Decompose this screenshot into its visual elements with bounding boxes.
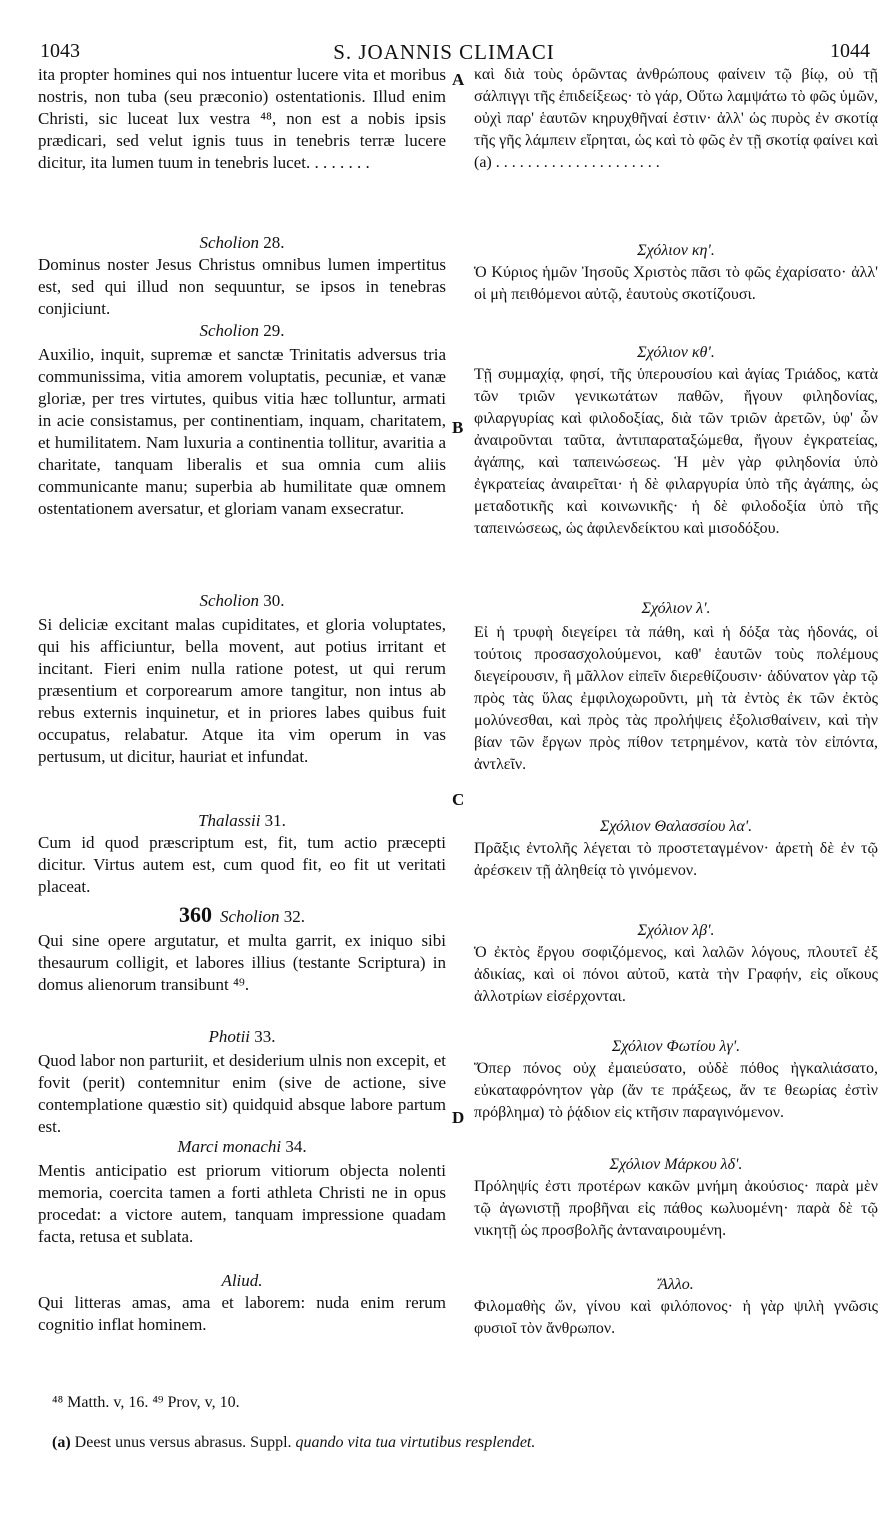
greek-scholion-29-heading: Σχόλιον κθ'.	[637, 344, 715, 361]
margin-letter-b: B	[452, 418, 464, 437]
greek-scholion-29-text: Τῇ συμμαχίᾳ, φησί, τῆς ὑπερουσίου καὶ ἁγίας Τριάδος, κατὰ τῶν τριῶν γενικωτάτων παθῶν, ἤγουν φιληδονίας, φιλαργυρίας καὶ φιλοδοξίας, διὰ τῶν τριῶν ἀρετῶν, ὑφ' ὧν ἀναιροῦνται ταῦτα, ἀντιπαραταξώμεθα, ἤγουν ἐγκρατείας, ἀγάπης, καὶ ταπεινώσεως. Ἡ μὲν γὰρ φιληδονία ὑπὸ ἐγκρατείας ἀναιρεῖται· ἡ δὲ φιλαργυρία ὑπὸ τῆς ἀγάπης, ὡς μεταδοτικῆς καὶ κοινωνικῆς· ἡ δὲ φιλοδοξία ὑπὸ τῆς ταπεινώσεως, ὡς ἀφιλενδείκτου καὶ μισοδόξου.	[474, 366, 878, 537]
greek-aliud-text: Φιλομαθὴς ὤν, γίνου καὶ φιλόπονος· ἡ γὰρ ψιλὴ γνῶσις φυσιοῖ τὸν ἄνθρωπον.	[474, 1298, 878, 1337]
latin-thalassii-31-text: Cum id quod præscriptum est, fit, tum actio præcepti dicitur. Virtus autem est, cum quod fit, eo fit ut veritati placeat.	[38, 833, 446, 896]
scripture-references: ⁴⁸ Matth. v, 16. ⁴⁹ Prov, v, 10.	[52, 1394, 240, 1411]
greek-scholion-32-text: Ὁ ἐκτὸς ἔργου σοφιζόμενος, καὶ λαλῶν λόγους, πλουτεῖ ἐξ ἀδικίας, καὶ οἱ πόνοι αὐτοῦ, κατὰ τὴν Γραφήν, εἰς οἴκους ἀλλοτρίων εἰσέρχονται.	[474, 944, 878, 1005]
margin-letter-a: A	[452, 70, 465, 89]
latin-photii-33-heading: Photii 33.	[208, 1027, 276, 1046]
margin-letter-c: C	[452, 790, 465, 809]
greek-scholion-32-heading: Σχόλιον λβ'.	[637, 922, 715, 939]
latin-scholion-29-text: Auxilio, inquit, supremæ et sanctæ Trinitatis adversus tria communissima, vitia amorem voluptatis, pecuniæ, et vanæ gloriæ, per tres virtutes, quibus vitia hæc tolluntur, armati in acie consistamus, per continentiam, inquam, charitatem, et humilitatem. Nam luxuria a continentia tollitur, avaritia a charitate, tanquam liberalis et sua omnia cum aliis communicante manu; superbia ab humilitate quæ omnem ostentationem aversatur, et gloriam vanam exsecratur.	[38, 345, 446, 518]
latin-marci-34-text: Mentis anticipatio est priorum vitiorum objecta nolenti memoria, coercita tamen a forti athleta Christi ne in opus procedat: a victore autem, tanquam impressione quadam facta, retusa et sublata.	[38, 1161, 446, 1246]
latin-scholion-32-heading: 360 Scholion 32.	[179, 902, 305, 927]
greek-scholion-30-text: Εἰ ἡ τρυφὴ διεγείρει τὰ πάθη, καὶ ἡ δόξα τὰς ἡδονάς, οἱ τούτοις προσασχολούμενοι, καθ' ἑαυτῶν τοὺς πολέμους διεγείρουσιν, ἢ μᾶλλον εἰπεῖν διερεθίζουσιν· ἀδύνατον γὰρ τῷ πρὸς τὰς ὕλας ἐμφιλοχωροῦντι, μὴ τὰ ἐντὸς ἐκ τῶν ἐκτὸς μολύνεσθαι, καὶ πρὸς τὰς προλήψεις ἐξολισθαίνειν, καὶ τὴν βίαν τῶν ἔργων πρὸς πίθον τετρημένον, κατὰ τὸν εἰπόντα, ἀντλεῖν.	[474, 624, 878, 773]
latin-scholion-28-text: Dominus noster Jesus Christus omnibus lumen impertitus est, sed qui illud non sequuntur, se ipsos in tenebras conjiciunt.	[38, 255, 446, 318]
greek-marci-34-heading: Σχόλιον Μάρκου λδ'.	[609, 1156, 743, 1173]
greek-scholion-28-heading: Σχόλιον κη'.	[637, 242, 715, 259]
greek-scholion-28-text: Ὁ Κύριος ἡμῶν Ἰησοῦς Χριστὸς πᾶσι τὸ φῶς ἐχαρίσατο· ἀλλ' οἱ μὴ πειθόμενοι αὐτῷ, ἑαυτοὺς σκοτίζουσι.	[474, 264, 878, 303]
latin-scholion-30-text: Si deliciæ excitant malas cupiditates, et gloria voluptates, qui his afficiuntur, bella movent, aut potius irritant et incitant. Fieri enim nulla ratione potest, ut qui rerum præsentium et corporearum amore tangitur, non intus ab rebus externis inquinetur, et in priores labes quibus fuit occupatus, relabatur. Atque ita vim operum in vas pertusum, ut dicitur, hauriat et infundat.	[38, 615, 446, 766]
latin-scholion-32-text: Qui sine opere argutatur, et multa garrit, ex iniquo sibi thesaurum colligit, et labores illius (testante Scriptura) in domus alienorum transibunt ⁴⁹.	[38, 931, 446, 994]
right-page-number: 1044	[830, 40, 870, 62]
left-page-number: 1043	[40, 40, 80, 62]
latin-scholion-30-heading: Scholion 30.	[199, 591, 285, 610]
greek-thalassii-31-text: Πρᾶξις ἐντολῆς λέγεται τὸ προστεταγμένον· ἀρετὴ δὲ ἐν τῷ ἀρέσκειν τῇ ἀληθείᾳ τὸ γινόμενον.	[474, 840, 878, 879]
editorial-note: (a) Deest unus versus abrasus. Suppl. quando vita tua virtutibus resplendet.	[52, 1434, 536, 1451]
latin-scholion-29-heading: Scholion 29.	[199, 321, 285, 340]
greek-scholion-30-heading: Σχόλιον λ'.	[641, 600, 711, 617]
latin-thalassii-31-heading: Thalassii 31.	[198, 811, 286, 830]
column-number-360: 360	[179, 902, 212, 927]
latin-aliud-heading: Aliud.	[221, 1271, 263, 1290]
greek-aliud-heading: Ἄλλο.	[658, 1276, 694, 1293]
latin-aliud-text: Qui litteras amas, ama et laborem: nuda enim rerum cognitio inflat hominem.	[38, 1293, 446, 1334]
greek-photii-33-heading: Σχόλιον Φωτίου λγ'.	[611, 1038, 741, 1055]
latin-photii-33-text: Quod labor non parturiit, et desiderium ulnis non excepit, et fovit (perit) contemnitur enim (sive de actione, sive contemplatione quæstio sit) quidquid absque labore partum est.	[38, 1051, 446, 1136]
latin-marci-34-heading: Marci monachi 34.	[177, 1137, 307, 1156]
greek-intro: καὶ διὰ τοὺς ὁρῶντας ἀνθρώπους φαίνειν τῷ βίῳ, οὐ τῇ σάλπιγγι τῆς ἐπιδείξεως· τὸ γάρ, Οὕτω λαμψάτω τὸ φῶς ὑμῶν, οὐχὶ παρ' ἑαυτῶν κηρυχθῆναί ἐστιν· ἀλλ' ὡς πυρὸς ἐν σκοτίᾳ τῆς γῆς λάμπειν εἴρηται, ὡς καὶ τὸ φῶς ἐν τῇ σκοτίᾳ φαίνει καὶ (a) . . . . . . . . . . . . . . . . . . . . .	[474, 66, 878, 171]
latin-scholion-28-heading: Scholion 28.	[199, 233, 285, 252]
greek-thalassii-31-heading: Σχόλιον Θαλασσίου λα'.	[599, 818, 753, 835]
latin-intro: ita propter homines qui nos intuentur lucere vita et moribus nostris, non tuba (seu præconio) ostentationis. Illud enim Christi, sic luceat lux vestra ⁴⁸, non est a nobis ipsis prædicari, sed velut ignis tuus in tenebris terræ lucere dicitur, ita lumen tuum in tenebris lucet. . . . . . . .	[38, 65, 446, 172]
margin-letter-d: D	[452, 1108, 465, 1127]
running-title: S. JOANNIS CLIMACI	[333, 40, 555, 64]
greek-photii-33-text: Ὅπερ πόνος οὐχ ἐμαιεύσατο, οὐδὲ πόθος ἠγκαλιάσατο, εὐκαταφρόνητον γὰρ (ἄν τε πράξεως, ἄν τε θεωρίας ἐστὶν πρόβλημα) τὸ ῥᾴδιον εἰς κτῆσιν παραγινόμενον.	[474, 1060, 878, 1121]
greek-marci-34-text: Πρόληψίς ἐστι προτέρων κακῶν μνήμη ἀκούσιος· παρὰ μὲν τῷ ἀγωνιστῇ προβῆναι εἰς πάθος κωλυομένη· παρὰ δὲ τῷ νικητῇ ὡς προσβολῆς ἀνταναιρουμένη.	[474, 1178, 878, 1239]
